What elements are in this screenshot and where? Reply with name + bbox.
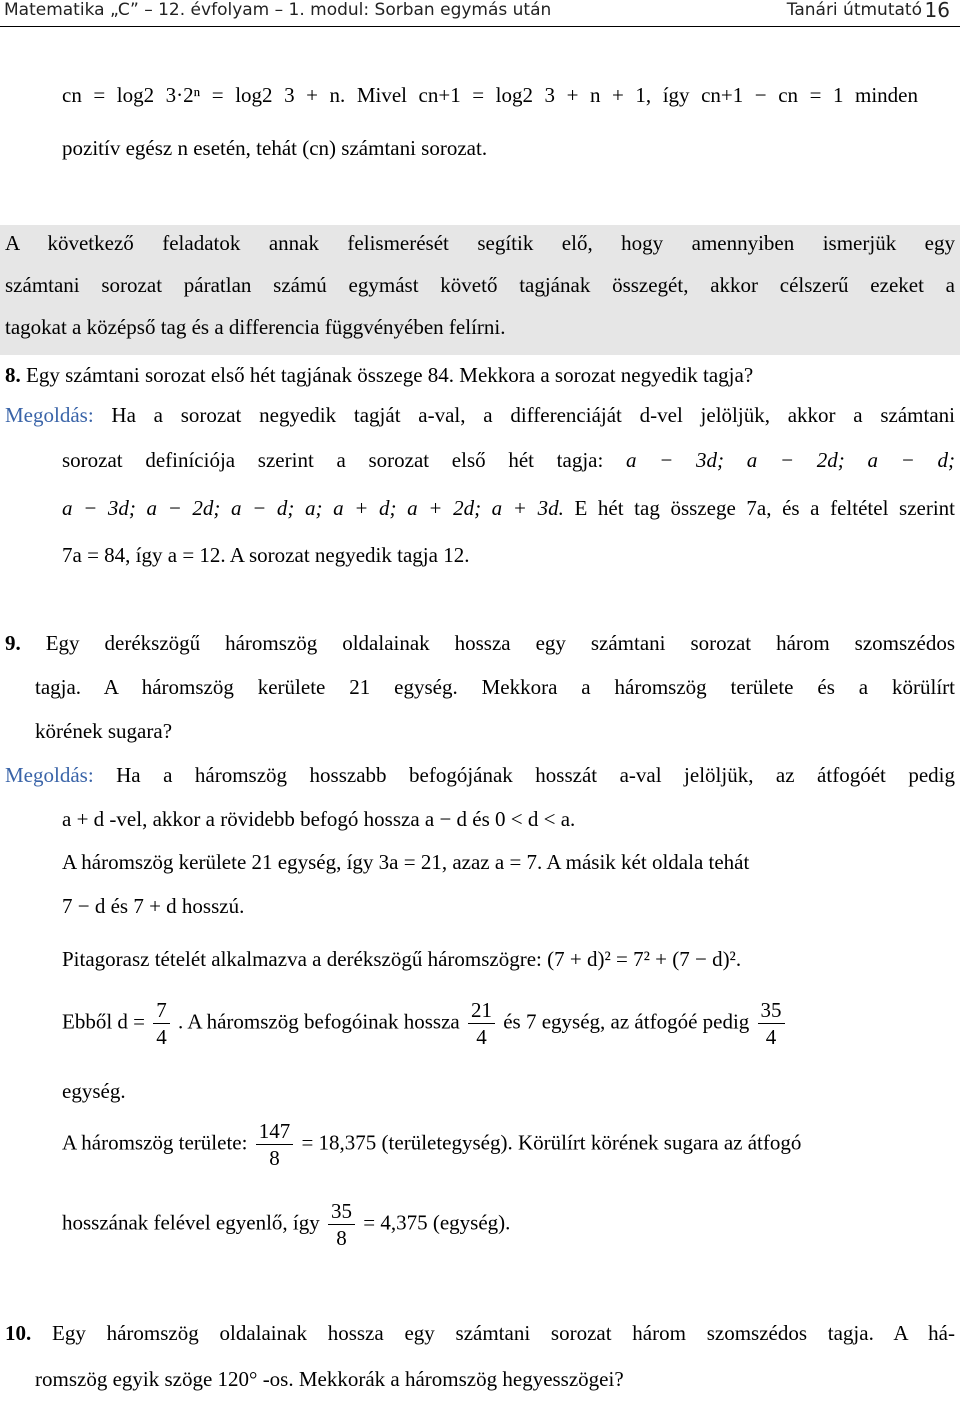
p9-solution-label: Megoldás: — [5, 763, 94, 787]
problem-10-line-1 — [5, 1320, 955, 1346]
fraction-denominator: 4 — [156, 1025, 167, 1049]
fraction-147-8 — [256, 1118, 294, 1171]
radius-line — [62, 1198, 510, 1251]
problem-10-number: 10. — [5, 1321, 32, 1345]
problem-9-line-1 — [5, 630, 955, 656]
fraction-denominator: 8 — [336, 1226, 347, 1250]
result-line — [62, 997, 788, 1050]
pythagoras-line: Pitagorasz tételét alkalmazva a derékszögű háromszögre: (7 + d)² = 7² + (7 − d)². — [62, 947, 742, 971]
p8-solution-line-4: 7a = 84, így a = 12. A sorozat negyedik tagja 12. — [62, 543, 470, 567]
problem-9-number: 9. — [5, 631, 21, 655]
area-text: A háromszög területe: — [62, 1130, 248, 1155]
result-text-d: Ebből d = — [62, 1009, 146, 1034]
p8-solution-text-2: sorozat definíciója szerint a sorozat első hét tagja: — [62, 448, 604, 472]
fraction-numerator: 35 — [758, 997, 785, 1024]
header-guide: Tanári útmutató — [786, 0, 922, 20]
intro-line-2: pozitív egész n esetén, tehát (cn) számtani sorozat. — [62, 136, 488, 160]
problem-8-number: 8. — [5, 363, 21, 387]
p8-solution-line-1 — [5, 402, 955, 428]
fraction-35-4 — [758, 997, 785, 1050]
result-text-hypotenuse: és 7 egység, az átfogóé pedig — [503, 1009, 750, 1034]
p9-solution-line-4: 7 − d és 7 + d hosszú. — [62, 894, 245, 918]
note-line-3: tagokat a középső tag és a differencia függvényében felírni. — [5, 315, 506, 339]
p8-solution-text-1: Ha a sorozat negyedik tagját a-val, a differenciáját d-vel jelöljük, akkor a számtani — [111, 403, 956, 427]
p8-seven-terms: a − 3d; a − 2d; a − d; a; a + d; a + 2d; a + 3d. — [62, 496, 564, 520]
problem-8-text: Egy számtani sorozat első hét tagjának összege 84. Mekkora a sorozat negyedik tagja? — [26, 363, 754, 387]
area-result: = 18,375 (területegység). Körülírt körének sugara az átfogó — [301, 1130, 802, 1155]
fraction-denominator: 4 — [476, 1025, 487, 1049]
p8-solution-line-2 — [62, 447, 955, 473]
radius-text: hosszának felével egyenlő, így — [62, 1210, 320, 1235]
result-text-legs: . A háromszög befogóinak hossza — [178, 1009, 460, 1034]
area-line — [62, 1118, 801, 1171]
problem-9-line-2: tagja. A háromszög kerülete 21 egység. Mekkora a háromszög területe és a körülírt — [35, 675, 955, 699]
problem-9-text-1: Egy derékszögű háromszög oldalainak hossza egy számtani sorozat három szomszédos — [45, 631, 955, 655]
page-number: 16 — [924, 0, 950, 22]
p9-solution-line-1 — [5, 762, 955, 788]
fraction-numerator: 21 — [468, 997, 495, 1024]
p9-solution-line-2: a + d -vel, akkor a rövidebb befogó hossza a − d és 0 < d < a. — [62, 807, 576, 831]
problem-10-text-1: Egy háromszög oldalainak hossza egy számtani sorozat három szomszédos tagja. A há- — [52, 1321, 956, 1345]
problem-8 — [5, 362, 753, 388]
intro-line-1: cn = log2 3·2ⁿ = log2 3 + n. Mivel cn+1 = log2 3 + n + 1, így cn+1 − cn = 1 minden — [62, 83, 918, 107]
p8-terms-math: a − 3d; a − 2d; a − d; — [626, 448, 955, 472]
fraction-numerator: 35 — [328, 1198, 355, 1225]
problem-9-line-3: körének sugara? — [35, 719, 173, 743]
page-header — [0, 0, 960, 24]
p9-solution-line-3: A háromszög kerülete 21 egység, így 3a = 21, azaz a = 7. A másik két oldala tehát — [62, 850, 750, 874]
fraction-numerator: 7 — [153, 997, 170, 1024]
p8-solution-line-3 — [62, 495, 955, 521]
fraction-35-8 — [328, 1198, 355, 1251]
note-line-1: A következő feladatok annak felismerését segítik elő, hogy amennyiben ismerjük egy — [5, 231, 955, 255]
fraction-numerator: 147 — [256, 1118, 294, 1145]
note-line-2: számtani sorozat páratlan számú egymást követő tagjának összegét, akkor célszerű ezeket a — [5, 273, 955, 297]
fraction-denominator: 4 — [765, 1025, 777, 1049]
radius-result: = 4,375 (egység). — [363, 1210, 511, 1235]
unit-line: egység. — [62, 1079, 126, 1103]
p8-solution-text-3: E hét tag összege 7a, és a feltétel szerint — [574, 496, 956, 520]
p8-solution-label: Megoldás: — [5, 403, 94, 427]
fraction-21-4 — [468, 997, 495, 1050]
fraction-7-4 — [153, 997, 170, 1050]
p9-solution-text-1: Ha a háromszög hosszabb befogójának hosszát a-val jelöljük, az átfogóét pedig — [116, 763, 955, 787]
problem-10-line-2: romszög egyik szöge 120° -os. Mekkorák a háromszög hegyesszögei? — [35, 1367, 624, 1391]
header-title: Matematika „C” – 12. évfolyam – 1. modul: Sorban egymás után — [4, 0, 552, 20]
header-rule — [0, 26, 960, 27]
fraction-denominator: 8 — [269, 1146, 280, 1170]
